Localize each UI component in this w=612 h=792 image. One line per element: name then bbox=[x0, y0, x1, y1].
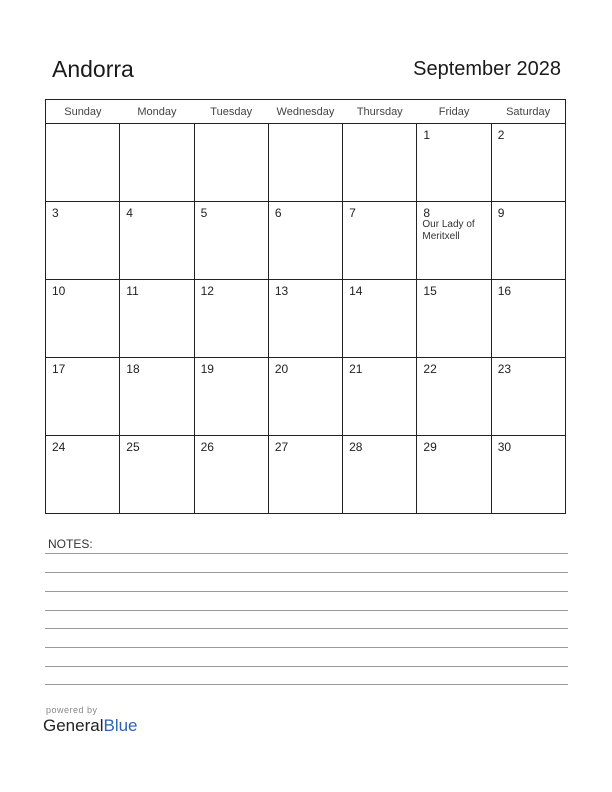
day-number: 12 bbox=[200, 284, 214, 298]
day-cell bbox=[46, 358, 120, 436]
day-number: 15 bbox=[423, 284, 437, 298]
day-cell bbox=[46, 124, 120, 202]
day-cell bbox=[417, 124, 491, 202]
notes-line bbox=[45, 553, 568, 554]
day-number: 18 bbox=[126, 362, 140, 376]
day-cell bbox=[194, 436, 268, 514]
day-cell bbox=[343, 202, 417, 280]
week-row bbox=[46, 280, 566, 358]
day-number: 26 bbox=[200, 440, 214, 454]
day-cell bbox=[194, 280, 268, 358]
day-cell bbox=[194, 124, 268, 202]
day-number: 24 bbox=[52, 440, 66, 454]
day-cell bbox=[268, 280, 342, 358]
weekday-header: Tuesday bbox=[194, 100, 268, 124]
day-cell bbox=[343, 124, 417, 202]
day-number: 9 bbox=[497, 206, 505, 220]
day-number: 10 bbox=[52, 284, 66, 298]
calendar-month-title: September 2028 bbox=[413, 58, 561, 80]
day-number: 28 bbox=[349, 440, 363, 454]
day-cell bbox=[268, 358, 342, 436]
day-cell bbox=[343, 436, 417, 514]
day-number: 20 bbox=[274, 362, 289, 376]
week-row bbox=[46, 358, 566, 436]
day-cell bbox=[120, 202, 194, 280]
week-row bbox=[46, 202, 566, 280]
day-cell bbox=[268, 436, 342, 514]
notes-line bbox=[45, 591, 568, 592]
notes-line bbox=[45, 666, 568, 667]
day-cell bbox=[194, 358, 268, 436]
day-number: 14 bbox=[349, 284, 363, 298]
day-cell bbox=[46, 202, 120, 280]
day-cell bbox=[417, 202, 491, 280]
weekday-header: Friday bbox=[417, 100, 491, 124]
weekday-header: Monday bbox=[120, 100, 194, 124]
day-number: 5 bbox=[200, 206, 208, 220]
weekday-header: Saturday bbox=[491, 100, 565, 124]
day-number: 7 bbox=[349, 206, 356, 220]
day-cell bbox=[491, 358, 565, 436]
day-cell bbox=[491, 436, 565, 514]
weekday-header: Wednesday bbox=[268, 100, 342, 124]
weekday-header-row bbox=[46, 100, 566, 124]
notes-label: NOTES: bbox=[48, 537, 93, 551]
day-number: 30 bbox=[497, 440, 512, 454]
holiday-event-label: Our Lady of Meritxell bbox=[422, 219, 475, 242]
day-number: 17 bbox=[52, 362, 66, 376]
day-number: 13 bbox=[274, 284, 289, 298]
day-number: 8 bbox=[423, 206, 431, 220]
day-number: 4 bbox=[126, 206, 133, 220]
day-number: 19 bbox=[200, 362, 214, 376]
day-cell bbox=[491, 202, 565, 280]
day-cell bbox=[120, 280, 194, 358]
day-cell bbox=[417, 436, 491, 514]
day-cell bbox=[46, 436, 120, 514]
notes-line bbox=[45, 572, 568, 573]
generalblue-logo[interactable] bbox=[43, 716, 138, 736]
day-number: 2 bbox=[497, 128, 505, 142]
day-cell bbox=[417, 358, 491, 436]
day-cell bbox=[120, 358, 194, 436]
day-cell bbox=[268, 202, 342, 280]
calendar-grid bbox=[45, 99, 566, 514]
brand-general-text: General bbox=[43, 716, 104, 735]
day-cell bbox=[491, 280, 565, 358]
day-number: 6 bbox=[274, 206, 282, 220]
brand-blue-text: Blue bbox=[103, 716, 138, 735]
day-cell bbox=[194, 202, 268, 280]
day-number: 25 bbox=[126, 440, 140, 454]
day-number: 23 bbox=[497, 362, 512, 376]
day-cell bbox=[417, 280, 491, 358]
notes-line bbox=[45, 684, 568, 685]
notes-line bbox=[45, 628, 568, 629]
week-row bbox=[46, 436, 566, 514]
weekday-header: Sunday bbox=[46, 100, 120, 124]
day-number: 3 bbox=[52, 206, 59, 220]
calendar-country-title: Andorra bbox=[52, 56, 134, 82]
day-cell bbox=[120, 436, 194, 514]
day-number: 1 bbox=[423, 128, 431, 142]
notes-line bbox=[45, 610, 568, 611]
day-number: 22 bbox=[423, 362, 437, 376]
day-number: 21 bbox=[349, 362, 363, 376]
day-number: 27 bbox=[274, 440, 289, 454]
day-cell bbox=[268, 124, 342, 202]
week-row bbox=[46, 124, 566, 202]
day-cell bbox=[343, 280, 417, 358]
day-cell bbox=[120, 124, 194, 202]
day-number: 29 bbox=[423, 440, 437, 454]
day-number: 11 bbox=[126, 284, 139, 298]
day-cell bbox=[491, 124, 565, 202]
day-cell bbox=[343, 358, 417, 436]
notes-line bbox=[45, 647, 568, 648]
weekday-header: Thursday bbox=[343, 100, 417, 124]
day-number: 16 bbox=[497, 284, 512, 298]
day-cell bbox=[46, 280, 120, 358]
powered-by-text: powered by bbox=[46, 705, 98, 715]
